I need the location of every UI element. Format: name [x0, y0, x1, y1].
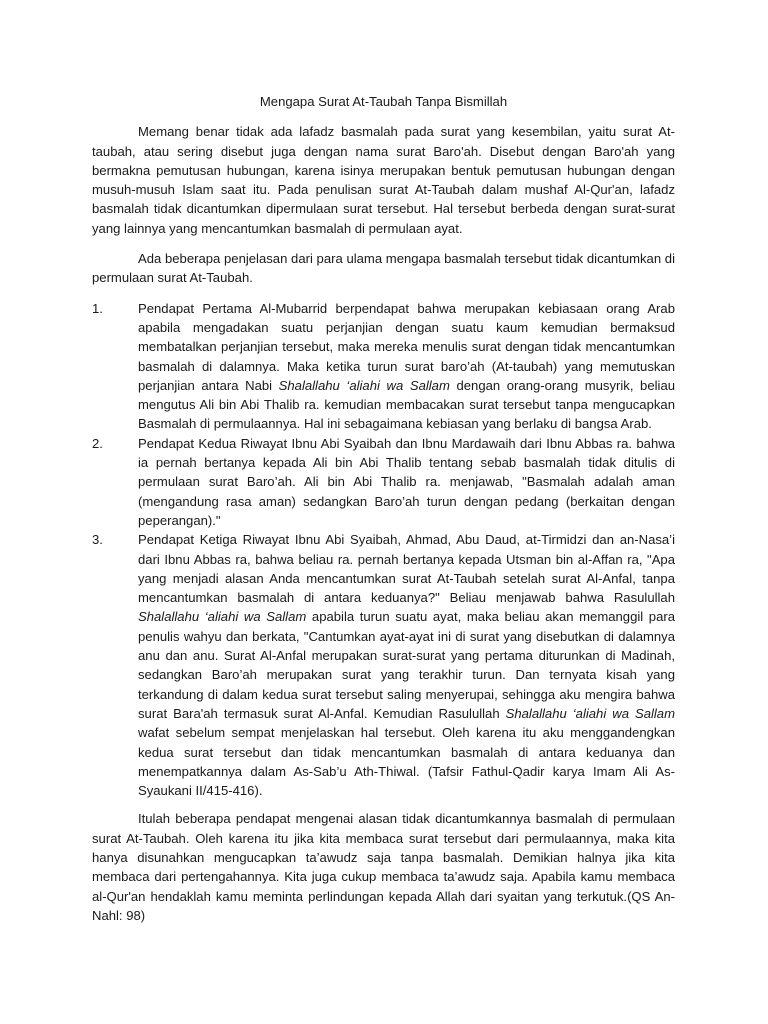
list-number: 3.	[92, 532, 103, 548]
list-number: 2.	[92, 435, 103, 451]
intro-paragraph-2: Ada beberapa penjelasan dari para ulama mengapa basmalah tersebut tidak dicantumkan di permulaan surat At-Taubah.	[92, 251, 675, 286]
italic-honorific: Shalallahu ‘aliahi wa Sallam	[505, 705, 675, 721]
intro-paragraph-1: Memang benar tidak ada lafadz basmalah pada surat yang kesembilan, yaitu surat At-taubah, atau sering disebut juga dengan nama surat Baro'ah. Disebut dengan Baro'ah yang bermakna pemutusan hubungan, karena isinya merupakan bentuk pemutusan hubungan dengan musuh-musuh Islam saat itu. Pada penulisan surat At-Taubah dalam mushaf Al-Qur'an, lafadz basmalah tidak dicantumkan dipermulaan surat tersebut. Hal tersebut berbeda dengan surat-surat yang lainnya yang mencantumkan basmalah di permulaan ayat.	[92, 124, 675, 236]
text-run: dengan orang-orang musyrik, beliau mengutus Ali bin Abi Thalib ra. kemudian membacakan surat tersebut tanpa mengucapkan Basmalah di permulaannya. Hal ini sebagaimana kebiasan yang berlaku di bangsa Arab.	[138, 377, 676, 432]
text-run: Pendapat Ketiga Riwayat Ibnu Abi Syaibah, Ahmad, Abu Daud, at-Tirmidzi dan an-Nasa’i dari Ibnu Abbas ra, bahwa beliau ra. pernah bertanya kepada Utsman bin al-Affan ra, "Apa yang menjadi alasan Anda mencantumkan surat At-Taubah setelah surat Al-Anfal, tanpa mencantumkan basmalah di antara keduanya?" Beliau menjawab bahwa Rasulullah	[138, 532, 675, 606]
list-item-text	[138, 532, 675, 798]
opinions-list	[92, 299, 675, 801]
document-page	[92, 92, 675, 936]
list-number: 1.	[92, 300, 103, 316]
list-item-opinion-1	[92, 299, 675, 434]
text-run: apabila turun suatu ayat, maka beliau akan memanggil para penulis wahyu dan berkata, "Cantumkan ayat-ayat ini di surat yang disebutkan di dalamnya anu dan anu. Surat Al-Anfal merupakan surat-surat yang pertama diturunkan di Madinah, sedangkan Baro’ah merupakan surat yang terakhir turun. Dan ternyata kisah yang terkandung di dalam kedua surat tersebut saling menyerupai, sehingga aku mengira bahwa surat Bara'ah termasuk surat Al-Anfal. Kemudian Rasulullah	[138, 609, 676, 721]
list-item-text	[138, 301, 675, 432]
list-item-opinion-2	[92, 434, 675, 530]
italic-honorific: Shalallahu ‘aliahi wa Sallam	[278, 377, 450, 393]
list-item-opinion-3	[92, 530, 675, 800]
italic-honorific: Shalallahu ‘aliahi wa Sallam	[138, 609, 307, 625]
closing-paragraph: Itulah beberapa pendapat mengenai alasan tidak dicantumkannya basmalah di permulaan surat At-Taubah. Oleh karena itu jika kita membaca surat tersebut dari permulaannya, maka kita hanya disunahkan mengucapkan ta’awudz saja tanpa basmalah. Demikian halnya jika kita membaca dari pertengahannya. Kita juga cukup membaca ta’awudz saja. Apabila kamu membaca al-Qur'an hendaklah kamu meminta perlindungan kepada Allah dari syaitan yang terkutuk.(QS An-Nahl: 98)	[92, 811, 675, 923]
document-title: Mengapa Surat At-Taubah Tanpa Bismillah	[259, 94, 508, 109]
list-item-text: Pendapat Kedua Riwayat Ibnu Abi Syaibah dan Ibnu Mardawaih dari Ibnu Abbas ra. bahwa ia pernah bertanya kepada Ali bin Abi Thalib tentang sebab basmalah tidak ditulis di permulaan surat Baro’ah. Ali bin Abi Thalib ra. menjawab, "Basmalah adalah aman (mengandung rasa aman) sedangkan Baro’ah turun dengan pedang (berkaitan dengan peperangan)."	[138, 435, 675, 528]
text-run: wafat sebelum sempat menjelaskan hal tersebut. Oleh karena itu aku menggandengkan kedua surat tersebut dan tidak mencantumkan basmalah di antara keduanya dan menempatkannya dalam As-Sab’u Ath-Thiwal. (Tafsir Fathul-Qadir karya Imam Ali As-Syaukani II/415-416).	[138, 725, 675, 799]
text-run: Pendapat Pertama Al-Mubarrid berpendapat bahwa merupakan kebiasaan orang Arab apabila mengadakan suatu perjanjian dengan suatu kaum kemudian bermaksud membatalkan perjanjian tersebut, maka mereka menulis surat dengan tidak mencantumkan basmalah di dalamnya. Maka ketika turun surat baro’ah (At-taubah) yang memutuskan perjanjian antara Nabi	[138, 300, 675, 393]
